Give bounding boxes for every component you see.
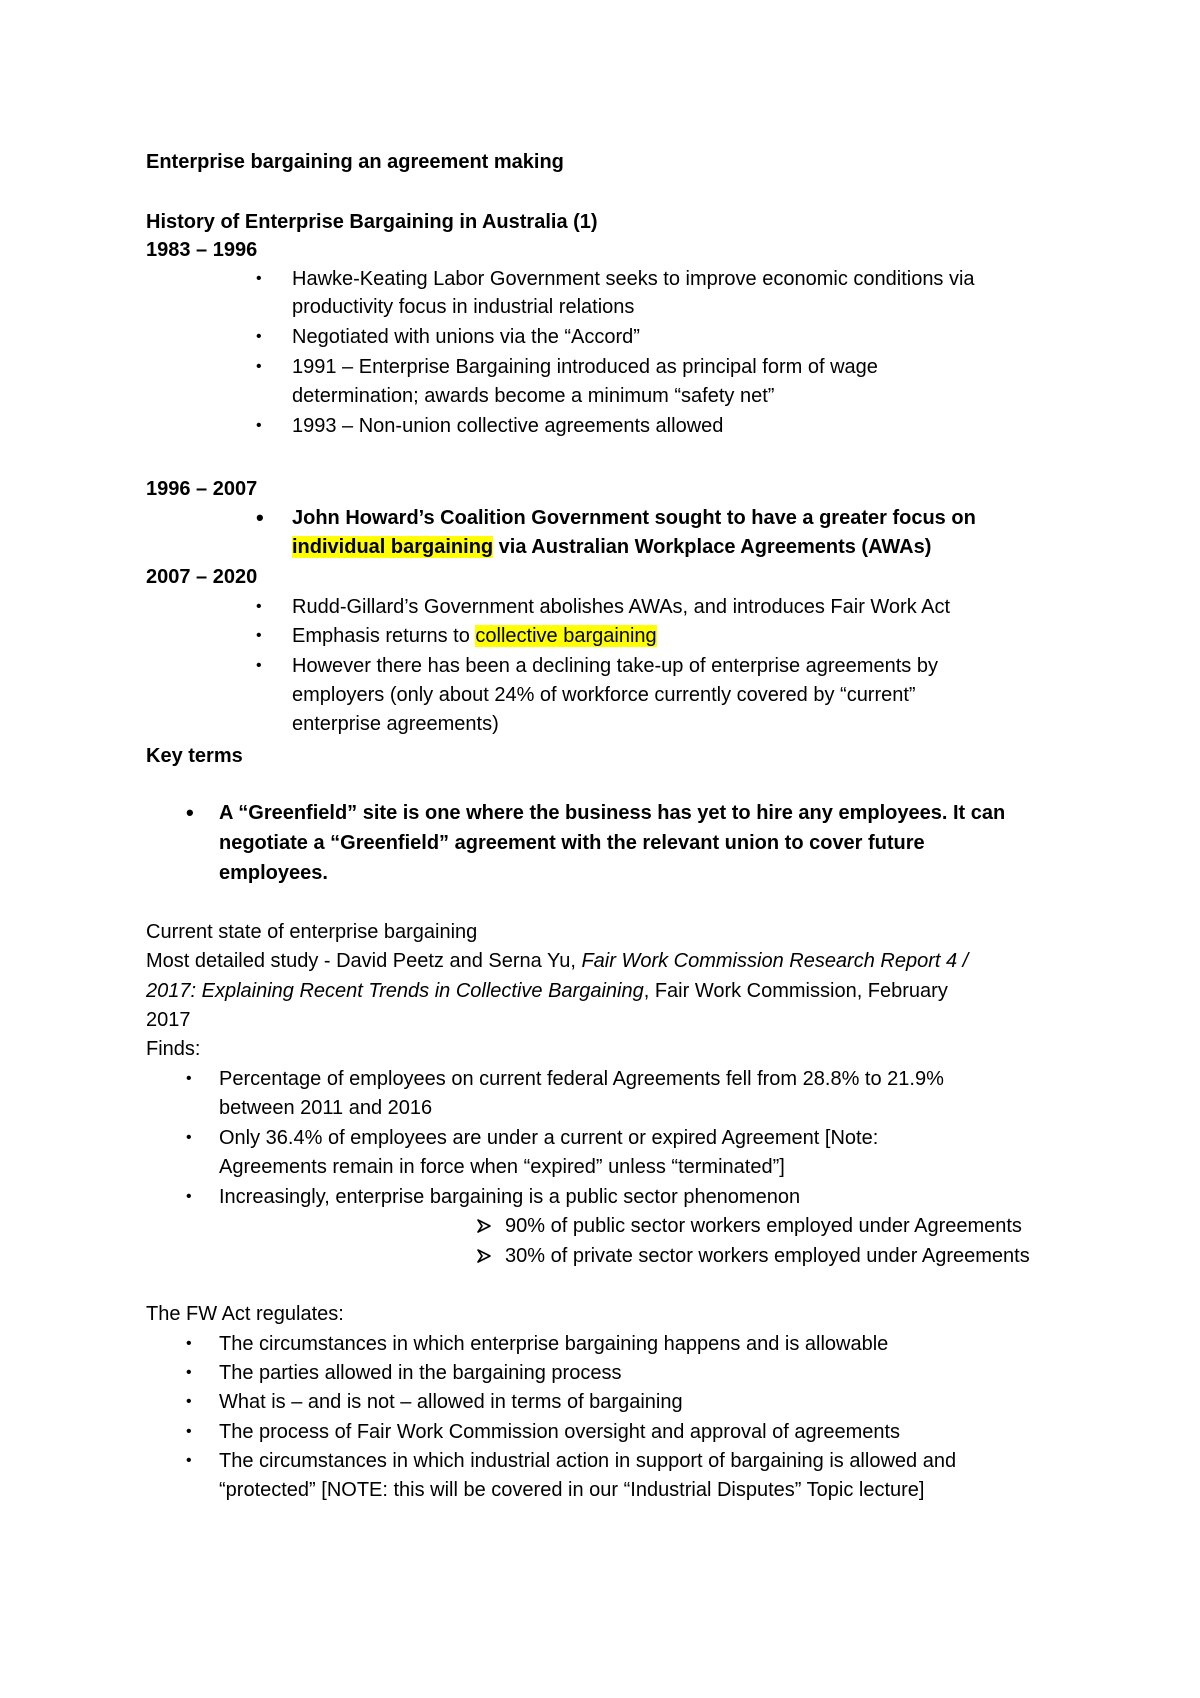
arrow-bullet-icon bbox=[476, 1213, 492, 1239]
key-terms-item-line-1: A “Greenfield” site is one where the business has yet to hire any employees. It can bbox=[219, 802, 1006, 824]
period1-item-2: Negotiated with unions via the “Accord” bbox=[292, 326, 640, 348]
bullet-icon: • bbox=[256, 328, 262, 345]
fw-act-heading: The FW Act regulates: bbox=[146, 1303, 344, 1325]
period2-item-line-1: John Howard’s Coalition Government sought to have a greater focus on bbox=[292, 507, 976, 529]
bullet-icon: • bbox=[256, 627, 262, 644]
period3-item-3-line-1: However there has been a declining take-up of enterprise agreements by bbox=[292, 655, 938, 677]
finds-item-2-line-2: Agreements remain in force when “expired” unless “terminated”] bbox=[219, 1156, 785, 1178]
study-prefix: Most detailed study - David Peetz and Serna Yu, bbox=[146, 950, 582, 972]
arrow-bullet-icon bbox=[476, 1243, 492, 1269]
period-label-2007: 2007 – 2020 bbox=[146, 566, 258, 588]
key-terms-heading: Key terms bbox=[146, 745, 243, 767]
finds-item-1-line-2: between 2011 and 2016 bbox=[219, 1097, 433, 1119]
period3-item-3-line-3: enterprise agreements) bbox=[292, 713, 499, 735]
period-label-1983: 1983 – 1996 bbox=[146, 239, 258, 261]
study-line-1 bbox=[146, 948, 968, 974]
study-suffix: , Fair Work Commission, February bbox=[643, 980, 948, 1002]
fw-act-item-5-line-2: “protected” [NOTE: this will be covered in our “Industrial Disputes” Topic lecture] bbox=[219, 1479, 925, 1501]
sub-item-private: 30% of private sector workers employed under Agreements bbox=[505, 1245, 1030, 1267]
bullet-icon: • bbox=[186, 800, 194, 825]
sub-item-public: 90% of public sector workers employed under Agreements bbox=[505, 1215, 1022, 1237]
bullet-icon: • bbox=[186, 1423, 192, 1440]
period1-item-4: 1993 – Non-union collective agreements allowed bbox=[292, 415, 724, 437]
bullet-icon: • bbox=[186, 1393, 192, 1410]
bullet-icon: • bbox=[256, 598, 262, 615]
current-state-heading: Current state of enterprise bargaining bbox=[146, 921, 478, 943]
period3-item-2-prefix: Emphasis returns to bbox=[292, 625, 476, 647]
study-line-3: 2017 bbox=[146, 1009, 191, 1031]
fw-act-item-1: The circumstances in which enterprise bargaining happens and is allowable bbox=[219, 1333, 889, 1355]
period1-item-1-line-2: productivity focus in industrial relations bbox=[292, 296, 635, 318]
finds-item-2-line-1: Only 36.4% of employees are under a current or expired Agreement [Note: bbox=[219, 1127, 879, 1149]
bullet-icon: • bbox=[256, 270, 262, 287]
history-heading: History of Enterprise Bargaining in Australia (1) bbox=[146, 211, 598, 233]
study-title-part-2: 2017: Explaining Recent Trends in Collective Bargaining bbox=[146, 980, 644, 1002]
key-terms-item-line-2: negotiate a “Greenfield” agreement with the relevant union to cover future bbox=[219, 832, 925, 854]
fw-act-item-2: The parties allowed in the bargaining process bbox=[219, 1362, 622, 1384]
bullet-icon: • bbox=[186, 1188, 192, 1205]
study-line-2 bbox=[146, 978, 948, 1004]
period3-item-1: Rudd-Gillard’s Government abolishes AWAs, and introduces Fair Work Act bbox=[292, 596, 951, 618]
highlight-collective-bargaining: collective bargaining bbox=[475, 625, 657, 647]
period2-item-line-2-rest: via Australian Workplace Agreements (AWAs) bbox=[493, 536, 932, 558]
period3-item-2 bbox=[292, 623, 657, 649]
bullet-icon: • bbox=[186, 1452, 192, 1469]
bullet-icon: • bbox=[256, 505, 264, 530]
bullet-icon: • bbox=[256, 657, 262, 674]
period1-item-3-line-1: 1991 – Enterprise Bargaining introduced as principal form of wage bbox=[292, 356, 878, 378]
bullet-icon: • bbox=[256, 358, 262, 375]
fw-act-item-5-line-1: The circumstances in which industrial action in support of bargaining is allowed and bbox=[219, 1450, 957, 1472]
fw-act-item-4: The process of Fair Work Commission oversight and approval of agreements bbox=[219, 1421, 901, 1443]
document-title: Enterprise bargaining an agreement making bbox=[146, 151, 564, 173]
period1-item-3-line-2: determination; awards become a minimum “safety net” bbox=[292, 385, 775, 407]
period-label-1996: 1996 – 2007 bbox=[146, 478, 258, 500]
bullet-icon: • bbox=[186, 1070, 192, 1087]
finds-label: Finds: bbox=[146, 1038, 201, 1060]
key-terms-item-line-3: employees. bbox=[219, 862, 328, 884]
bullet-icon: • bbox=[186, 1364, 192, 1381]
bullet-icon: • bbox=[186, 1335, 192, 1352]
bullet-icon: • bbox=[186, 1129, 192, 1146]
study-title-part-1: Fair Work Commission Research Report 4 / bbox=[581, 950, 969, 972]
bullet-icon: • bbox=[256, 417, 262, 434]
finds-item-1-line-1: Percentage of employees on current federal Agreements fell from 28.8% to 21.9% bbox=[219, 1068, 944, 1090]
fw-act-item-3: What is – and is not – allowed in terms of bargaining bbox=[219, 1391, 683, 1413]
period1-item-1-line-1: Hawke-Keating Labor Government seeks to improve economic conditions via bbox=[292, 268, 975, 290]
period3-item-3-line-2: employers (only about 24% of workforce currently covered by “current” bbox=[292, 684, 916, 706]
period2-item-line-2 bbox=[292, 534, 931, 560]
finds-item-3: Increasingly, enterprise bargaining is a public sector phenomenon bbox=[219, 1186, 801, 1208]
highlight-individual-bargaining: individual bargaining bbox=[292, 536, 494, 558]
